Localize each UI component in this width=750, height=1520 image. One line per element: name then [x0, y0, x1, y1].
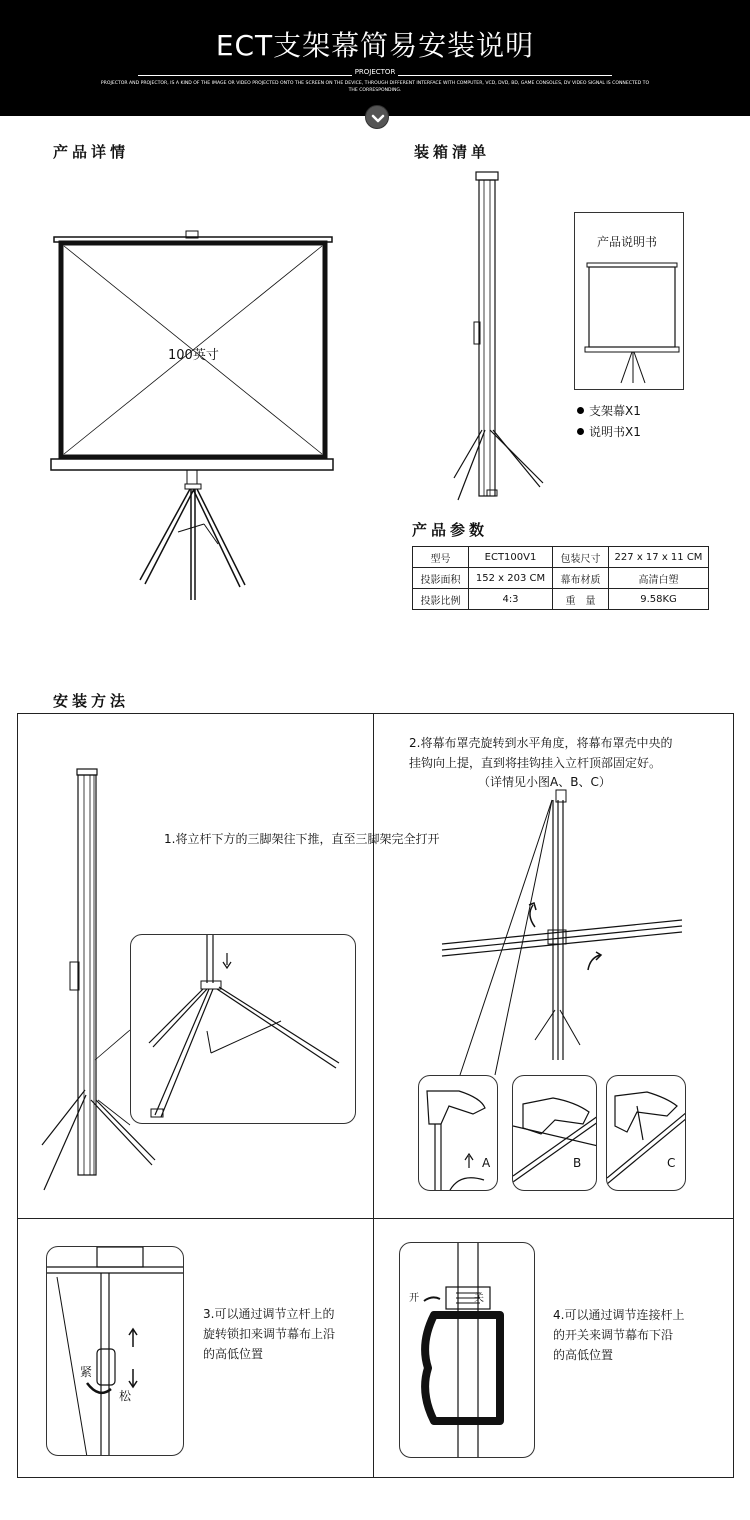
- table-cell: 幕布材质: [553, 568, 609, 589]
- step4-text-line2: 的开关来调节幕布下沿: [553, 1328, 674, 1342]
- tighten-label: 紧: [80, 1365, 93, 1379]
- hook-detail-c: [607, 1076, 686, 1191]
- table-cell: 重 量: [553, 589, 609, 610]
- step2-text-line2: 挂钩向上提，直到将挂钩挂入立杆顶部固定好。: [409, 756, 662, 770]
- table-cell: ECT100V1: [469, 547, 553, 568]
- detail-label-b: B: [573, 1156, 582, 1170]
- step1-text: 1.将立杆下方的三脚架往下推，直至三脚架完全打开: [164, 832, 440, 846]
- table-cell: 4:3: [469, 589, 553, 610]
- step2-text-line1: 2.将幕布罩壳旋转到水平角度，将幕布罩壳中央的: [409, 736, 673, 750]
- rotary-lock-drawing: [47, 1247, 184, 1456]
- step4-text-line3: 的高低位置: [553, 1348, 614, 1362]
- manual-title: 产品说明书: [597, 235, 658, 249]
- hook-detail-a: [419, 1076, 498, 1191]
- table-cell: 包装尺寸: [553, 547, 609, 568]
- table-cell: 227 x 17 x 11 CM: [609, 547, 709, 568]
- table-cell: 型号: [413, 547, 469, 568]
- table-cell: 9.58KG: [609, 589, 709, 610]
- detail-zoom-a: [418, 1075, 498, 1191]
- step4-text-line1: 4.可以通过调节连接杆上: [553, 1308, 685, 1322]
- detail-zoom-b: [512, 1075, 597, 1191]
- loosen-label: 松: [119, 1389, 132, 1403]
- table-cell: 投影面积: [413, 568, 469, 589]
- section-heading-install: 安装方法: [53, 692, 130, 710]
- packing-item-label: 说明书X1: [589, 425, 641, 439]
- step2-text-line3: （详情见小图A、B、C）: [478, 775, 611, 789]
- hook-detail-b: [513, 1076, 597, 1191]
- detail-label-a: A: [482, 1156, 491, 1170]
- step3-text-line1: 3.可以通过调节立杆上的: [203, 1307, 335, 1321]
- header-tag: PROJECTOR: [354, 68, 396, 76]
- table-cell: 投影比例: [413, 589, 469, 610]
- screen-size-label: 100英寸: [168, 348, 219, 363]
- table-cell: 高清白塑: [609, 568, 709, 589]
- close-label: 关: [474, 1293, 484, 1304]
- switch-clamp-drawing: [400, 1243, 535, 1458]
- detail-zoom-c: [606, 1075, 686, 1191]
- table-cell: 152 x 203 CM: [469, 568, 553, 589]
- step3-text-line2: 旋转锁扣来调节幕布上沿: [203, 1327, 336, 1341]
- header-description: PROJECTOR AND PROJECTOR, IS A KIND OF THE IMAGE OR VIDEO PROJECTED ONTO THE SCREEN ON THE DEVICE, THROUGH DIFFERENT INTERFACE WITH COMPUTER, VCD, DVD, BD, GAME CONSOLES, DV VIDEO SIGNAL IS CONNECTED TO THE CORRESPONDING.: [100, 81, 650, 93]
- open-label: 开: [409, 1293, 419, 1304]
- step3-text-line3: 的高低位置: [203, 1347, 264, 1361]
- section-heading-packing: 装箱清单: [414, 143, 491, 161]
- section-heading-details: 产品详情: [53, 143, 130, 161]
- section-heading-params: 产品参数: [412, 521, 489, 539]
- packing-item-label: 支架幕X1: [589, 404, 641, 418]
- step3-detail-zoom: [46, 1246, 184, 1456]
- page-title: ECT支架幕简易安装说明: [215, 29, 535, 62]
- detail-label-c: C: [667, 1156, 676, 1170]
- step4-detail-zoom: [399, 1242, 535, 1458]
